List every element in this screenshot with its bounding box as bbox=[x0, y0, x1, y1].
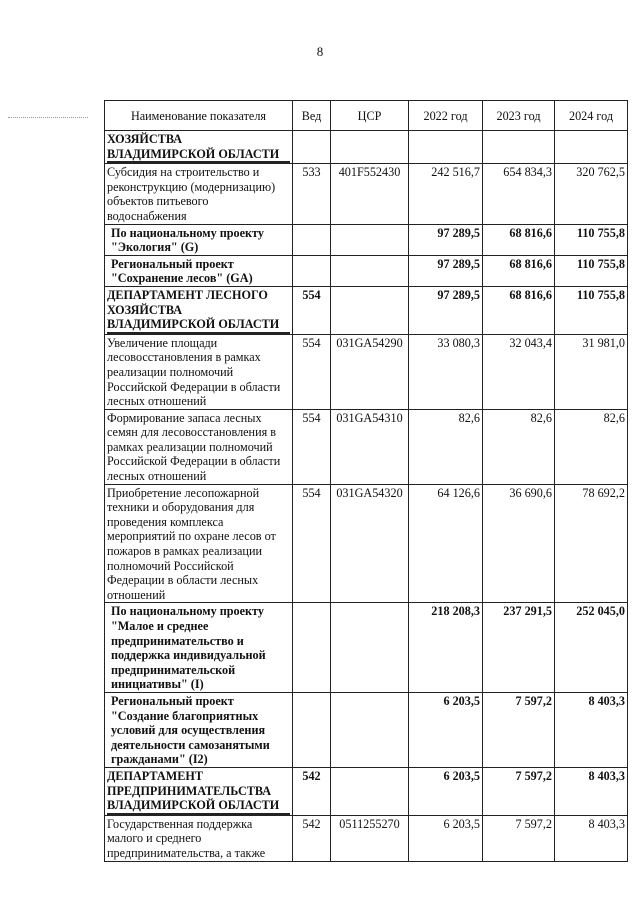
row-2023: 68 816,6 bbox=[483, 224, 555, 255]
row-2023: 36 690,6 bbox=[483, 484, 555, 603]
row-name: Региональный проект "Сохранение лесов" (GA) bbox=[105, 255, 293, 286]
table-row bbox=[105, 131, 628, 164]
row-2024: 78 692,2 bbox=[555, 484, 628, 603]
row-ved bbox=[293, 131, 331, 164]
row-csr bbox=[331, 224, 409, 255]
row-2022: 6 203,5 bbox=[409, 815, 483, 861]
row-csr: 0511255270 bbox=[331, 815, 409, 861]
header-name: Наименование показателя bbox=[105, 101, 293, 131]
row-2022: 6 203,5 bbox=[409, 692, 483, 767]
row-2024: 252 045,0 bbox=[555, 603, 628, 693]
row-name: Региональный проект "Создание благоприятных условий для осуществления деятельности самозанятыми гражданами" (I2) bbox=[105, 692, 293, 767]
row-ved bbox=[293, 603, 331, 693]
table-row bbox=[105, 164, 628, 224]
row-ved: 533 bbox=[293, 164, 331, 224]
row-csr: 031GA54290 bbox=[331, 334, 409, 409]
row-2024: 82,6 bbox=[555, 409, 628, 484]
row-2023: 32 043,4 bbox=[483, 334, 555, 409]
row-ved: 542 bbox=[293, 767, 331, 815]
row-2023: 68 816,6 bbox=[483, 286, 555, 334]
header-2022: 2022 год bbox=[409, 101, 483, 131]
row-2024: 110 755,8 bbox=[555, 255, 628, 286]
row-ved bbox=[293, 692, 331, 767]
table-row bbox=[105, 255, 628, 286]
row-name: Формирование запаса лесных семян для лесовосстановления в рамках реализации полномочий Российской Федерации в области лесных отношений bbox=[105, 409, 293, 484]
row-2023: 654 834,3 bbox=[483, 164, 555, 224]
row-csr bbox=[331, 131, 409, 164]
row-name: По национальному проекту "Экология" (G) bbox=[105, 224, 293, 255]
row-name: Приобретение лесопожарной техники и оборудования для проведения комплекса мероприятий по охране лесов от пожаров в рамках реализации полномочий Российской Федерации в области лесных отношений bbox=[105, 484, 293, 603]
row-csr: 031GA54320 bbox=[331, 484, 409, 603]
table-row bbox=[105, 286, 628, 334]
row-name: Государственная поддержка малого и среднего предпринимательства, а также bbox=[105, 815, 293, 861]
row-2024: 110 755,8 bbox=[555, 224, 628, 255]
row-ved bbox=[293, 255, 331, 286]
row-2024 bbox=[555, 131, 628, 164]
table-header-row bbox=[105, 101, 628, 131]
row-2022: 82,6 bbox=[409, 409, 483, 484]
row-csr: 031GA54310 bbox=[331, 409, 409, 484]
table-row bbox=[105, 603, 628, 693]
row-2023: 7 597,2 bbox=[483, 815, 555, 861]
row-csr: 401F552430 bbox=[331, 164, 409, 224]
row-2023: 7 597,2 bbox=[483, 767, 555, 815]
row-csr bbox=[331, 255, 409, 286]
row-2024: 110 755,8 bbox=[555, 286, 628, 334]
row-name: ХОЗЯЙСТВА ВЛАДИМИРСКОЙ ОБЛАСТИ bbox=[105, 131, 293, 164]
row-2022: 6 203,5 bbox=[409, 767, 483, 815]
row-2022: 97 289,5 bbox=[409, 255, 483, 286]
row-2024: 8 403,3 bbox=[555, 815, 628, 861]
table-row bbox=[105, 409, 628, 484]
row-name: По национальному проекту "Малое и среднее предпринимательство и поддержка индивидуальной предпринимательской инициативы" (I) bbox=[105, 603, 293, 693]
row-csr bbox=[331, 603, 409, 693]
row-2023: 82,6 bbox=[483, 409, 555, 484]
header-csr: ЦСР bbox=[331, 101, 409, 131]
page-number: 8 bbox=[316, 44, 324, 59]
row-csr bbox=[331, 692, 409, 767]
table-row bbox=[105, 224, 628, 255]
header-ved: Вед bbox=[293, 101, 331, 131]
row-csr bbox=[331, 286, 409, 334]
row-2022: 97 289,5 bbox=[409, 286, 483, 334]
row-2024: 8 403,3 bbox=[555, 692, 628, 767]
row-ved: 554 bbox=[293, 286, 331, 334]
row-2024: 320 762,5 bbox=[555, 164, 628, 224]
table-row bbox=[105, 815, 628, 861]
row-ved: 554 bbox=[293, 334, 331, 409]
row-2023 bbox=[483, 131, 555, 164]
row-ved: 554 bbox=[293, 484, 331, 603]
row-2023: 7 597,2 bbox=[483, 692, 555, 767]
row-csr bbox=[331, 767, 409, 815]
table-row bbox=[105, 484, 628, 603]
scan-artifact-line bbox=[8, 117, 88, 118]
row-name: ДЕПАРТАМЕНТ ЛЕСНОГО ХОЗЯЙСТВА ВЛАДИМИРСКОЙ ОБЛАСТИ bbox=[105, 286, 293, 334]
row-2022: 33 080,3 bbox=[409, 334, 483, 409]
row-name: ДЕПАРТАМЕНТ ПРЕДПРИНИМАТЕЛЬСТВА ВЛАДИМИРСКОЙ ОБЛАСТИ bbox=[105, 767, 293, 815]
row-2024: 31 981,0 bbox=[555, 334, 628, 409]
row-2022: 242 516,7 bbox=[409, 164, 483, 224]
row-2022: 218 208,3 bbox=[409, 603, 483, 693]
row-2022: 64 126,6 bbox=[409, 484, 483, 603]
row-2023: 68 816,6 bbox=[483, 255, 555, 286]
table-row bbox=[105, 767, 628, 815]
row-2022 bbox=[409, 131, 483, 164]
header-2023: 2023 год bbox=[483, 101, 555, 131]
row-name: Субсидия на строительство и реконструкцию (модернизацию) объектов питьевого водоснабжения bbox=[105, 164, 293, 224]
row-ved bbox=[293, 224, 331, 255]
row-name: Увеличение площади лесовосстановления в рамках реализации полномочий Российской Федерации в области лесных отношений bbox=[105, 334, 293, 409]
table-row bbox=[105, 334, 628, 409]
budget-table bbox=[104, 100, 628, 862]
table-row bbox=[105, 692, 628, 767]
row-2023: 237 291,5 bbox=[483, 603, 555, 693]
row-2024: 8 403,3 bbox=[555, 767, 628, 815]
row-ved: 542 bbox=[293, 815, 331, 861]
row-2022: 97 289,5 bbox=[409, 224, 483, 255]
row-ved: 554 bbox=[293, 409, 331, 484]
header-2024: 2024 год bbox=[555, 101, 628, 131]
